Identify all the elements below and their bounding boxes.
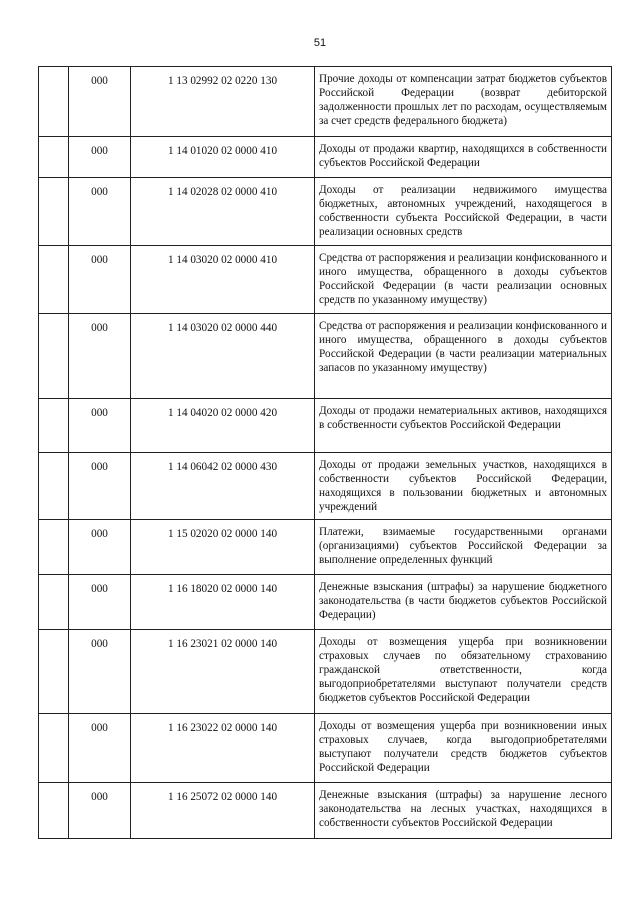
revenue-name-cell: Доходы от возмещения ущерба при возникновении иных страховых случаев, когда выгодоприобретателями выступают получатели средств бюджетов субъектов Российской Федерации [315,714,612,783]
row-spacer-cell [39,453,69,520]
row-spacer-cell [39,399,69,453]
revenue-name-cell: Денежные взыскания (штрафы) за нарушение бюджетного законодательства (в части бюджетов субъектов Российской Федерации) [315,575,612,630]
table-row [39,520,612,575]
budget-code-cell: 1 15 02020 02 0000 140 [131,520,315,575]
admin-code-cell: 000 [69,137,131,178]
table-row [39,575,612,630]
admin-code-cell: 000 [69,314,131,399]
admin-code-cell: 000 [69,246,131,314]
row-spacer-cell [39,67,69,137]
row-spacer-cell [39,714,69,783]
admin-code-cell: 000 [69,178,131,246]
row-spacer-cell [39,314,69,399]
budget-code-cell: 1 14 04020 02 0000 420 [131,399,315,453]
table-row [39,178,612,246]
budget-code-cell: 1 13 02992 02 0220 130 [131,67,315,137]
budget-code-cell: 1 16 23022 02 0000 140 [131,714,315,783]
revenue-name-cell: Доходы от возмещения ущерба при возникновении страховых случаев по обязательному страхованию гражданской ответственности, когда выгодоприобретателями выступают получатели средств бюджетов субъектов Российской Федерации [315,630,612,714]
table-row [39,783,612,839]
budget-code-cell: 1 14 06042 02 0000 430 [131,453,315,520]
table-row [39,67,612,137]
row-spacer-cell [39,783,69,839]
row-spacer-cell [39,246,69,314]
page-number: 51 [313,37,327,49]
admin-code-cell: 000 [69,67,131,137]
row-spacer-cell [39,178,69,246]
admin-code-cell: 000 [69,575,131,630]
revenue-name-cell: Платежи, взимаемые государственными органами (организациями) субъектов Российской Федерации за выполнение определенных функций [315,520,612,575]
row-spacer-cell [39,137,69,178]
revenue-name-cell: Денежные взыскания (штрафы) за нарушение лесного законодательства на лесных участках, находящихся в собственности субъектов Российской Федерации [315,783,612,839]
table-row [39,453,612,520]
budget-code-cell: 1 14 03020 02 0000 440 [131,314,315,399]
table-body [39,67,612,839]
revenue-name-cell: Доходы от продажи нематериальных активов, находящихся в собственности субъектов Российской Федерации [315,399,612,453]
admin-code-cell: 000 [69,630,131,714]
revenue-name-cell: Доходы от продажи квартир, находящихся в собственности субъектов Российской Федерации [315,137,612,178]
revenue-name-cell: Доходы от реализации недвижимого имущества бюджетных, автономных учреждений, находящегося в собственности субъекта Российской Федерации, в части реализации основных средств [315,178,612,246]
admin-code-cell: 000 [69,453,131,520]
budget-code-cell: 1 14 03020 02 0000 410 [131,246,315,314]
revenue-codes-table [38,66,612,839]
admin-code-cell: 000 [69,714,131,783]
revenue-name-cell: Средства от распоряжения и реализации конфискованного и иного имущества, обращенного в доходы субъектов Российской Федерации (в части реализации основных средств по указанному имуществу) [315,246,612,314]
table-row [39,399,612,453]
revenue-name-cell: Доходы от продажи земельных участков, находящихся в собственности субъектов Российской Федерации, находящихся в пользовании бюджетных и автономных учреждений [315,453,612,520]
budget-code-cell: 1 14 01020 02 0000 410 [131,137,315,178]
table-row [39,314,612,399]
budget-code-cell: 1 16 18020 02 0000 140 [131,575,315,630]
table-row [39,714,612,783]
row-spacer-cell [39,575,69,630]
budget-code-cell: 1 16 25072 02 0000 140 [131,783,315,839]
row-spacer-cell [39,520,69,575]
admin-code-cell: 000 [69,520,131,575]
revenue-name-cell: Средства от распоряжения и реализации конфискованного и иного имущества, обращенного в доходы субъектов Российской Федерации (в части реализации материальных запасов по указанному имуществу) [315,314,612,399]
revenue-name-cell: Прочие доходы от компенсации затрат бюджетов субъектов Российской Федерации (возврат дебиторской задолженности прошлых лет по расходам, осуществляемым за счет средств федерального бюджета) [315,67,612,137]
row-spacer-cell [39,630,69,714]
table-row [39,246,612,314]
table-row [39,630,612,714]
budget-code-cell: 1 16 23021 02 0000 140 [131,630,315,714]
admin-code-cell: 000 [69,783,131,839]
table-row [39,137,612,178]
budget-code-cell: 1 14 02028 02 0000 410 [131,178,315,246]
admin-code-cell: 000 [69,399,131,453]
